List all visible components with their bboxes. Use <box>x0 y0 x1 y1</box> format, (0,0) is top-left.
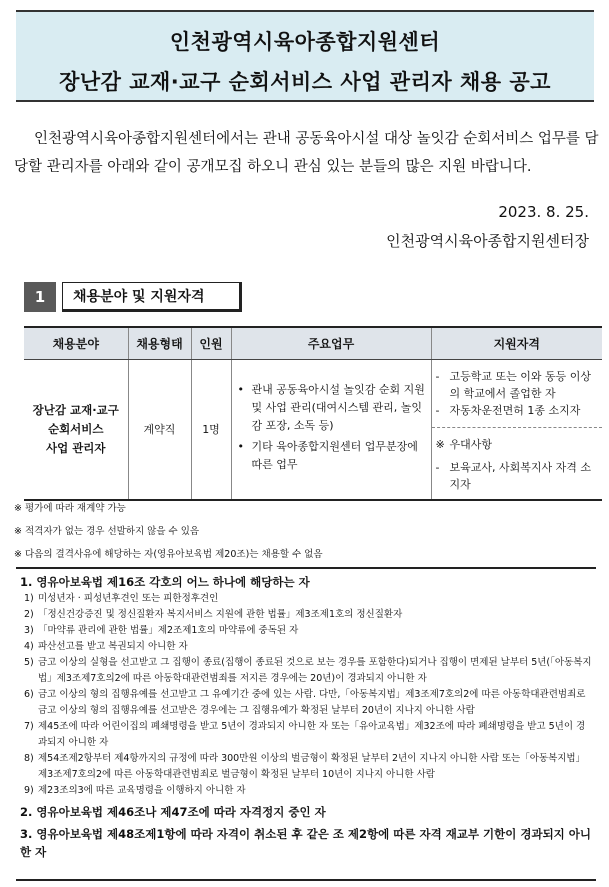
list-item: 8) 제54조제2항부터 제4항까지의 규정에 따라 300만원 이상의 벌금형이 확정된 날부터 2년이 지나지 아니한 사람 또는「아동복지법」제3조제7호의2에 따른 아동학대관련범죄로 벌금형이 확정된 날부터 10년이 지나지 아니한 사람 <box>24 753 586 780</box>
issuer-name: 인천광역시육아종합지원센터장 <box>386 232 589 250</box>
header-qualifications: 지원자격 <box>431 327 602 359</box>
list-item: 3) 「마약류 관리에 관한 법률」제2조제1호의 마약류에 중독된 자 <box>24 625 299 636</box>
cell-type: 계약직 <box>128 359 191 500</box>
disqualification-heading-3: 3. 영유아보육법 제48조제1항에 따라 자격이 취소된 후 같은 조 제2항에 따른 자격 재교부 기한이 경과되지 아니한 자 <box>20 827 592 859</box>
announcement-date: 2023. 8. 25. <box>498 203 589 221</box>
note-item: ※ 다음의 결격사유에 해당하는 자(영유아보육법 제20조)는 채용할 수 없음 <box>14 549 323 560</box>
section-1-heading <box>24 282 242 312</box>
qualification-item: - 자동차운전면허 1종 소지자 <box>435 403 581 417</box>
section-number: 1 <box>24 282 56 312</box>
list-item: 4) 파산선고를 받고 복권되지 아니한 자 <box>24 641 188 652</box>
recruitment-table <box>24 326 602 501</box>
cell-field: 장난감 교재·교구 순회서비스 사업 관리자 <box>24 359 128 500</box>
list-item: 9) 제23조의3에 따른 교육명령을 이행하지 아니한 자 <box>24 785 246 796</box>
notes-list <box>14 500 323 569</box>
preference-item: - 보육교사, 사회복지사 자격 소지자 <box>435 460 591 491</box>
cell-count: 1명 <box>191 359 231 500</box>
title-announcement: 장난감 교재·교구 순회서비스 사업 관리자 채용 공고 <box>59 70 551 94</box>
intro-paragraph: 인천광역시육아종합지원센터에서는 관내 공동육아시설 대상 놀잇감 순회서비스 업무를 담당할 관리자를 아래와 같이 공개모집 하오니 관심 있는 분들의 많은 지원 바랍니다. <box>14 131 599 175</box>
list-item: 6) 금고 이상의 형의 집행유예를 선고받고 그 유예기간 중에 있는 사람. 다만,「아동복지법」제3조제7호의2에 따른 아동학대관련범죄로 금고 이상의 형의 집행유예를 선고받은 경우에는 그 집행유예가 확정된 날부터 20년이 지나지 아니한 사람 <box>24 689 586 716</box>
list-item: 5) 금고 이상의 실형을 선고받고 그 집행이 종료(집행이 종료된 것으로 보는 경우를 포함한다)되거나 집행이 면제된 날부터 5년(「아동복지법」제3조제7호의2에 따른 아동학대관련범죄를 저지른 경우에는 20년)이 경과되지 아니한 자 <box>24 657 592 684</box>
title-banner <box>16 10 594 102</box>
header-field: 채용분야 <box>24 327 128 359</box>
list-item: 7) 제45조에 따라 어린이집의 폐쇄명령을 받고 5년이 경과되지 아니한 자 또는「유아교육법」제32조에 따라 폐쇄명령을 받고 5년이 경과되지 아니한 자 <box>24 721 586 748</box>
cell-duties <box>231 359 431 500</box>
note-item: ※ 적격자가 없는 경우 선발하지 않을 수 있음 <box>14 526 200 537</box>
duty-item: • 기타 육아종합지원센터 업무분장에 따른 업무 <box>237 440 418 471</box>
note-item: ※ 평가에 따라 재계약 가능 <box>14 503 126 514</box>
title-organization: 인천광역시육아종합지원센터 <box>169 30 441 54</box>
header-count: 인원 <box>191 327 231 359</box>
header-duties: 주요업무 <box>231 327 431 359</box>
table-row <box>24 359 602 500</box>
disqualification-box <box>16 567 596 881</box>
section-title: 채용분야 및 지원자격 <box>62 282 242 312</box>
disqualification-heading-2: 2. 영유아보육법 제46조나 제47조에 따라 자격정지 중인 자 <box>20 805 326 819</box>
header-type: 채용형태 <box>128 327 191 359</box>
cell-qualifications <box>431 359 602 500</box>
list-item: 2) 「정신건강증진 및 정신질환자 복지서비스 지원에 관한 법률」제3조제1호의 정신질환자 <box>24 609 403 620</box>
qualification-item: - 고등학교 또는 이와 동등 이상의 학교에서 졸업한 자 <box>435 369 591 400</box>
disqualification-heading-1: 1. 영유아보육법 제16조 각호의 어느 하나에 해당하는 자 <box>20 575 310 589</box>
duty-item: • 관내 공동육아시설 놀잇감 순회 지원 및 사업 관리(대여시스템 관리, 놀잇감 포장, 소독 등) <box>237 383 425 432</box>
preference-label: ※ 우대사항 <box>435 437 493 451</box>
list-item: 1) 미성년자 · 피성년후견인 또는 피한정후견인 <box>24 593 219 604</box>
table-header-row <box>24 327 602 359</box>
